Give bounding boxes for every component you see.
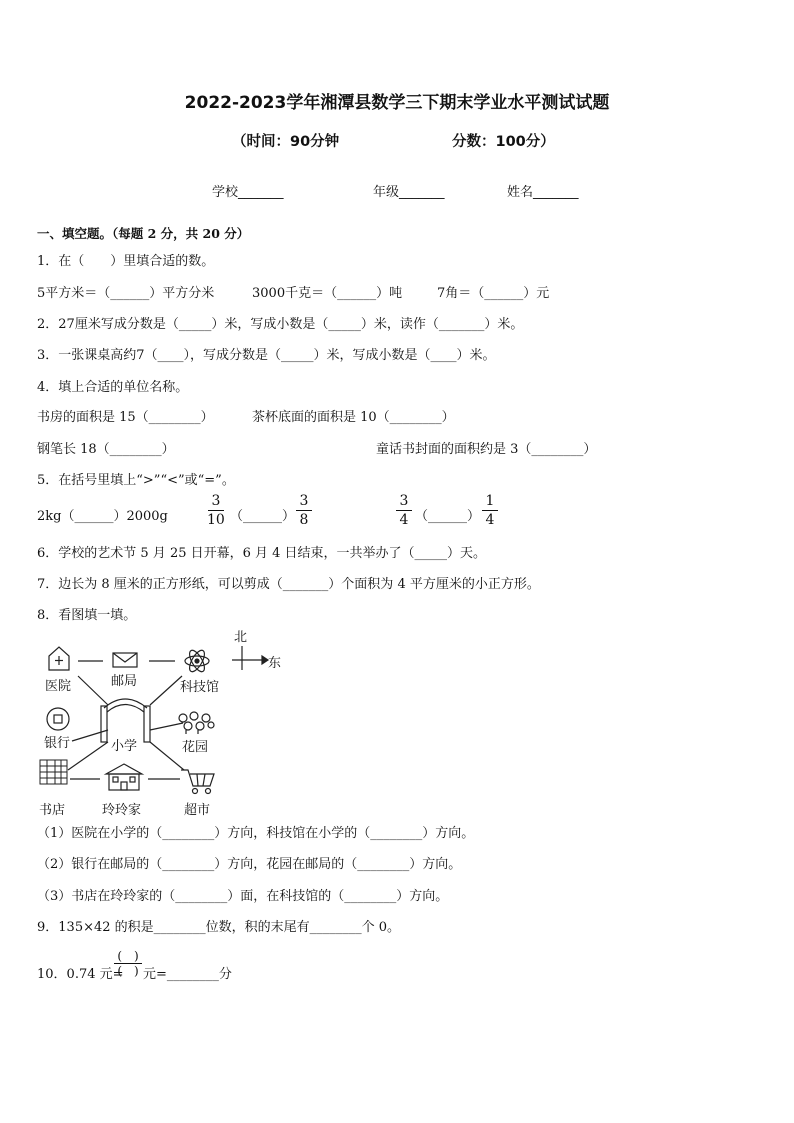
- atom-icon: [185, 648, 209, 674]
- q1-part-c: 7角＝（______）元: [437, 286, 550, 301]
- fraction-numerator: 3: [399, 493, 409, 509]
- grade-field[interactable]: 年级_______: [373, 185, 445, 200]
- question-3: 3．一张课桌高约7（____），写成分数是（_____）米，写成小数是（____）米。: [37, 348, 496, 363]
- q1-part-a: 5平方米＝（______）平方分米: [37, 286, 215, 301]
- map-label-home: 玲玲家: [102, 803, 142, 818]
- fraction-blank-numerator: ( ): [117, 949, 139, 963]
- q4-part-a: 书房的面积是 15（________）: [37, 410, 214, 425]
- question-1: 1．在（ ）里填合适的数。: [37, 254, 215, 269]
- line-school-bookstore: [68, 742, 108, 770]
- map-label-bank: 银行: [44, 736, 71, 751]
- map-label-supermarket: 超市: [184, 803, 211, 818]
- question-2: 2．27厘米写成分数是（_____）米，写成小数是（_____）米，读作（_______）米。: [37, 317, 524, 332]
- map-label-science-museum: 科技馆: [180, 680, 220, 695]
- line-science-school: [150, 676, 182, 705]
- exam-score: 分数：100分）: [452, 134, 555, 150]
- compass-north-label: 北: [234, 630, 248, 645]
- compass-east-label: 东: [268, 656, 282, 671]
- books-icon: [40, 760, 67, 784]
- question-4: 4．填上合适的单位名称。: [37, 380, 189, 395]
- line-bank-school: [72, 730, 108, 741]
- question-6: 6．学校的艺术节 5 月 25 日开幕，6 月 4 日结束，一共举办了（_____）天。: [37, 546, 487, 561]
- fraction-numerator: 3: [211, 493, 221, 509]
- line-school-market: [150, 742, 184, 770]
- question-7: 7．边长为 8 厘米的正方形纸，可以剪成（_______）个面积为 4 平方厘米的小正方形。: [37, 577, 540, 592]
- question-5: 5．在括号里填上“>”“<”或“=”。: [37, 473, 235, 488]
- question-8: 8．看图填一填。: [37, 608, 137, 623]
- coin-icon: [47, 708, 69, 730]
- fraction-numerator: 1: [485, 493, 495, 509]
- line-hospital-school: [78, 676, 108, 705]
- q8-sub-2: （2）银行在邮局的（________）方向，花园在邮局的（________）方向。: [37, 857, 462, 872]
- page-title: 2022-2023学年湘潭县数学三下期末学业水平测试试题: [184, 93, 610, 113]
- house-icon: [106, 764, 142, 790]
- question-10-prefix: 10．0.74 元=: [37, 967, 124, 982]
- flowers-icon: [179, 712, 214, 734]
- shopping-cart-icon: [181, 770, 214, 794]
- q5-part-a: 2kg（______）2000g: [37, 509, 168, 524]
- fraction-numerator: 3: [299, 493, 309, 509]
- map-label-garden: 花园: [182, 740, 209, 755]
- map-label-post-office: 邮局: [111, 674, 138, 689]
- question-9: 9．135×42 的积是________位数，积的末尾有________个 0。: [37, 920, 401, 935]
- fraction-denominator: 4: [485, 512, 495, 528]
- line-garden-school: [150, 723, 183, 730]
- name-field[interactable]: 姓名_______: [507, 185, 579, 200]
- map-label-hospital: 医院: [45, 679, 72, 694]
- map-label-school: 小学: [111, 739, 138, 754]
- q4-part-b: 茶杯底面的面积是 10（________）: [252, 410, 455, 425]
- section-heading: 一、填空题。（每题 2 分，共 20 分）: [37, 226, 250, 241]
- exam-time: （时间：90分钟: [232, 134, 340, 150]
- fraction-blank-denominator: ( ): [117, 964, 139, 978]
- compare-blank[interactable]: （______）: [415, 509, 481, 524]
- q8-sub-3: （3）书店在玲玲家的（________）面，在科技馆的（________）方向。: [37, 889, 449, 904]
- fraction-denominator: 8: [299, 512, 309, 528]
- fraction-blank[interactable]: [114, 950, 142, 977]
- q1-part-b: 3000千克＝（______）吨: [252, 286, 403, 301]
- q4-part-d: 童话书封面的面积约是 3（________）: [376, 442, 597, 457]
- school-field[interactable]: 学校_______: [212, 185, 284, 200]
- fraction-denominator: 4: [399, 512, 409, 528]
- compare-blank[interactable]: （______）: [230, 509, 296, 524]
- q8-sub-1: （1）医院在小学的（________）方向，科技馆在小学的（________）方向。: [37, 826, 475, 841]
- q4-part-c: 钢笔长 18（________）: [37, 442, 175, 457]
- fraction-denominator: 10: [207, 512, 225, 528]
- question-10-suffix: 元=________分: [143, 967, 232, 982]
- map-label-bookstore: 书店: [39, 803, 66, 818]
